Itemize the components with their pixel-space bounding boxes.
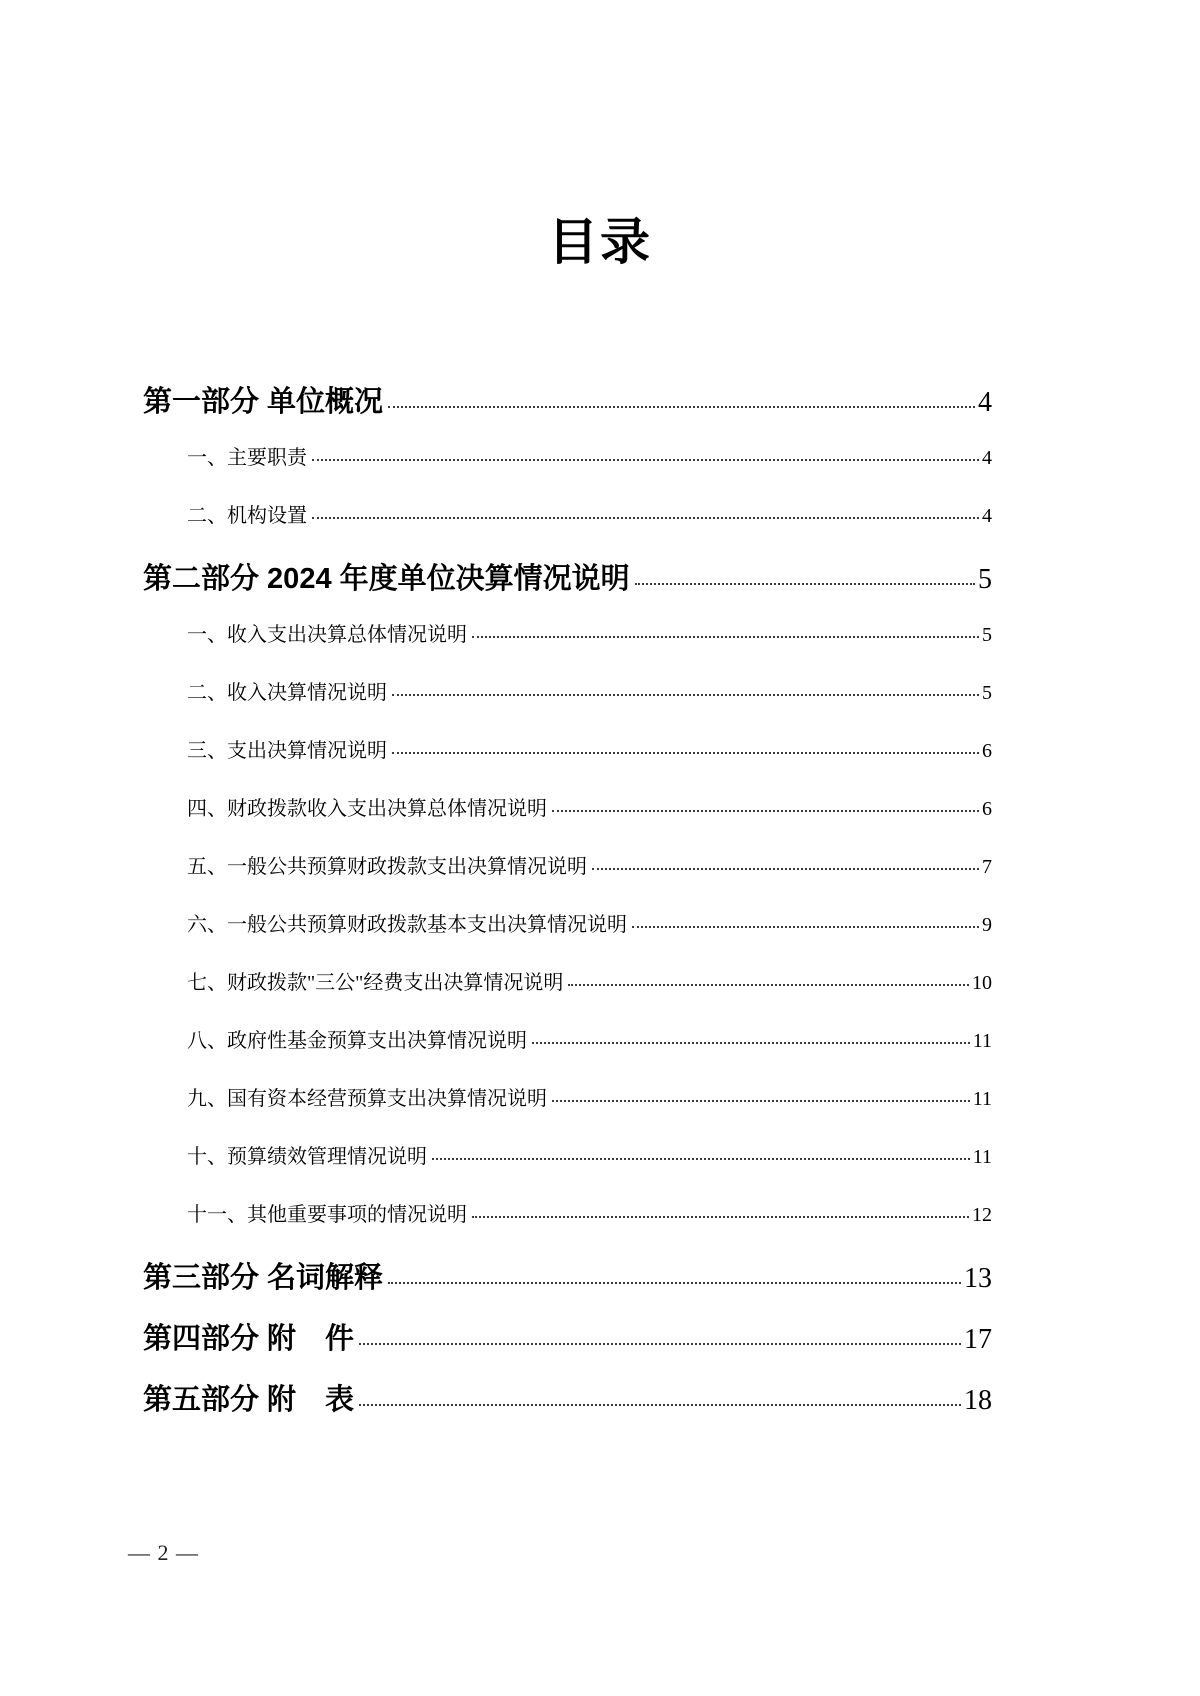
dot-leader	[388, 1282, 961, 1284]
toc-entry-page: 4	[982, 505, 992, 527]
toc-entry[interactable]	[143, 852, 992, 882]
toc-entry-page: 7	[982, 856, 992, 878]
toc-entry[interactable]	[143, 910, 992, 940]
toc-entry-page: 6	[982, 740, 992, 762]
dot-leader	[532, 1042, 970, 1044]
page-title: 目录	[548, 214, 652, 270]
dot-leader	[432, 1158, 970, 1160]
toc-entry[interactable]	[143, 1200, 992, 1230]
toc-entry-label: 十、预算绩效管理情况说明	[187, 1146, 427, 1168]
toc-entry-page: 10	[972, 972, 992, 994]
toc-entry-label: 第二部分 2024 年度单位决算情况说明	[143, 563, 630, 595]
toc-entry-label: 第一部分 单位概况	[143, 386, 384, 418]
dot-leader	[472, 1216, 969, 1218]
dot-leader	[359, 1404, 961, 1406]
toc-entry-label: 六、一般公共预算财政拨款基本支出决算情况说明	[187, 914, 627, 936]
toc-entry-label: 七、财政拨款"三公"经费支出决算情况说明	[187, 972, 564, 994]
page-number-footer: — 2 —	[128, 1540, 199, 1565]
toc-entry[interactable]	[143, 1142, 992, 1172]
dot-leader	[592, 868, 979, 870]
toc-entry-page: 18	[964, 1385, 992, 1416]
toc-entry-label: 八、政府性基金预算支出决算情况说明	[187, 1030, 527, 1052]
toc-entry[interactable]	[143, 794, 992, 824]
dot-leader	[472, 636, 979, 638]
dot-leader	[568, 984, 969, 986]
toc-entry-page: 9	[982, 914, 992, 936]
dot-leader	[312, 459, 979, 461]
toc-entry[interactable]	[143, 501, 992, 531]
toc-entry[interactable]	[143, 736, 992, 766]
toc-entry[interactable]	[143, 968, 992, 998]
toc-entry[interactable]	[143, 678, 992, 708]
toc-entry-page: 5	[982, 682, 992, 704]
toc-entry-label: 四、财政拨款收入支出决算总体情况说明	[187, 798, 547, 820]
toc-entry-page: 11	[972, 1146, 992, 1168]
toc-entry-label: 一、主要职责	[187, 447, 307, 469]
toc-entry-page: 4	[978, 387, 992, 418]
toc-entry[interactable]	[143, 1258, 992, 1299]
toc-entry[interactable]	[143, 1380, 992, 1421]
dot-leader	[635, 583, 975, 585]
toc-entry-label: 三、支出决算情况说明	[187, 740, 387, 762]
toc-entry[interactable]	[143, 620, 992, 650]
toc-entry[interactable]	[143, 382, 992, 423]
toc-entry-page: 11	[972, 1088, 992, 1110]
toc-entry-page: 6	[982, 798, 992, 820]
toc-entry-label: 十一、其他重要事项的情况说明	[187, 1204, 467, 1226]
dot-leader	[392, 752, 979, 754]
dot-leader	[312, 517, 979, 519]
dot-leader	[388, 406, 975, 408]
toc-entry-page: 13	[964, 1263, 992, 1294]
toc-entry-page: 17	[964, 1324, 992, 1355]
toc-entry-label: 二、机构设置	[187, 505, 307, 527]
toc-entry-label: 五、一般公共预算财政拨款支出决算情况说明	[187, 856, 587, 878]
toc-entry-page: 5	[982, 624, 992, 646]
dot-leader	[552, 1100, 970, 1102]
dot-leader	[632, 926, 979, 928]
toc-entry[interactable]	[143, 559, 992, 600]
table-of-contents	[143, 372, 992, 1441]
toc-entry-page: 5	[978, 564, 992, 595]
dot-leader	[552, 810, 979, 812]
toc-entry-page: 11	[972, 1030, 992, 1052]
toc-entry[interactable]	[143, 1084, 992, 1114]
toc-entry[interactable]	[143, 1026, 992, 1056]
toc-entry-page: 12	[972, 1204, 992, 1226]
toc-entry-label: 二、收入决算情况说明	[187, 682, 387, 704]
toc-entry[interactable]	[143, 1319, 992, 1360]
dot-leader	[359, 1343, 961, 1345]
toc-entry[interactable]	[143, 443, 992, 473]
toc-entry-label: 第五部分 附 表	[143, 1384, 355, 1416]
toc-entry-page: 4	[982, 447, 992, 469]
dot-leader	[392, 694, 979, 696]
toc-entry-label: 一、收入支出决算总体情况说明	[187, 624, 467, 646]
toc-entry-label: 九、国有资本经营预算支出决算情况说明	[187, 1088, 547, 1110]
toc-entry-label: 第四部分 附 件	[143, 1323, 355, 1355]
toc-entry-label: 第三部分 名词解释	[143, 1262, 384, 1294]
